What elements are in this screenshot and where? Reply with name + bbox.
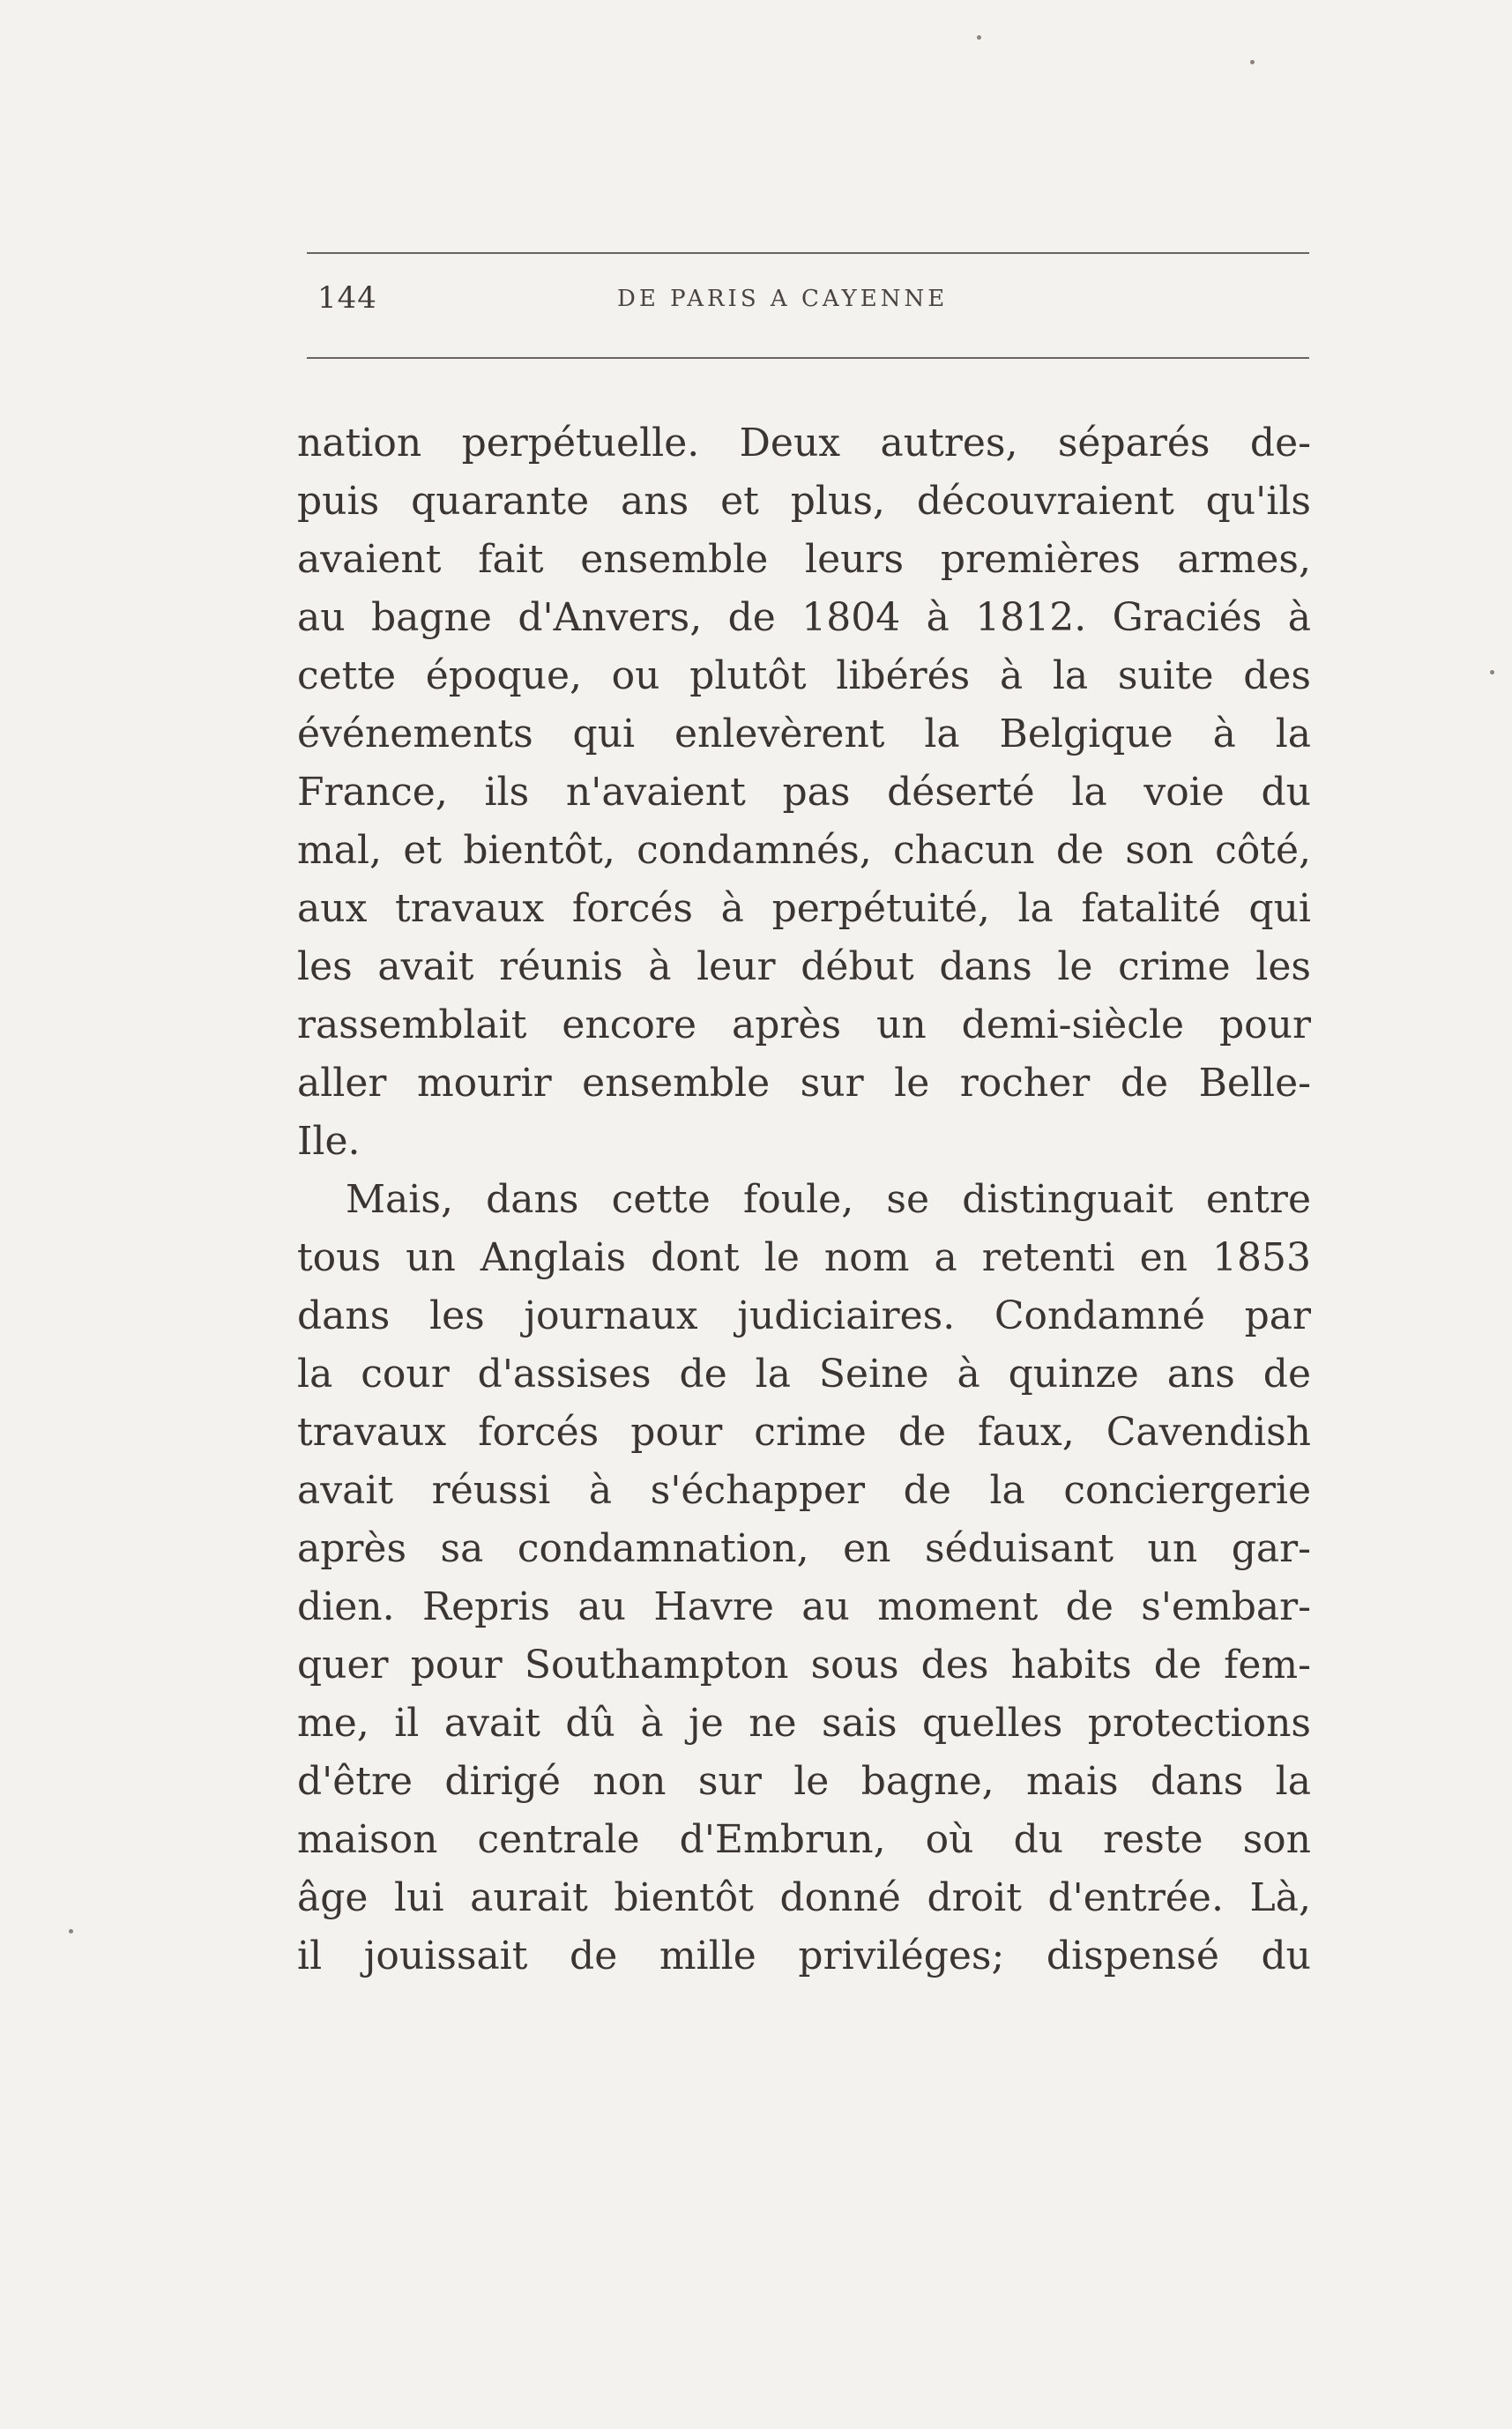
text-line: les avait réunis à leur début dans le crime les — [297, 944, 1311, 989]
text-line: tous un Anglais dont le nom a retenti en 1853 — [297, 1235, 1311, 1280]
text-line: Ile. — [297, 1119, 361, 1164]
text-line: dien. Repris au Havre au moment de s'embar- — [297, 1584, 1311, 1629]
text-line: dans les journaux judiciaires. Condamné par — [297, 1293, 1311, 1338]
header-rule-top — [307, 252, 1309, 254]
text-line: France, ils n'avaient pas déserté la voie du — [297, 770, 1311, 815]
text-line: nation perpétuelle. Deux autres, séparés de- — [297, 421, 1311, 466]
text-line: avait réussi à s'échapper de la conciergerie — [297, 1468, 1311, 1513]
text-line: avaient fait ensemble leurs premières armes, — [297, 537, 1311, 582]
text-line: la cour d'assises de la Seine à quinze ans de — [297, 1352, 1311, 1397]
text-line: me, il avait dû à je ne sais quelles protections — [297, 1701, 1311, 1746]
running-title: DE PARIS A CAYENNE — [617, 286, 949, 312]
text-line: aux travaux forcés à perpétuité, la fatalité qui — [297, 886, 1311, 931]
text-line: Mais, dans cette foule, se distinguait entre — [346, 1177, 1311, 1222]
text-line: il jouissait de mille priviléges; dispensé du — [297, 1934, 1311, 1978]
header-rule-bottom — [307, 357, 1309, 359]
running-head — [317, 280, 1309, 333]
text-line: quer pour Southampton sous des habits de fem- — [297, 1643, 1311, 1688]
text-line: après sa condamnation, en séduisant un gar- — [297, 1526, 1311, 1571]
body-text — [297, 414, 1311, 1986]
paper-speck — [1250, 60, 1255, 64]
text-line: âge lui aurait bientôt donné droit d'entrée. Là, — [297, 1875, 1311, 1920]
text-line: maison centrale d'Embrun, où du reste son — [297, 1817, 1311, 1862]
text-line: aller mourir ensemble sur le rocher de Belle- — [297, 1061, 1311, 1106]
text-line: travaux forcés pour crime de faux, Cavendish — [297, 1410, 1311, 1455]
text-line: cette époque, ou plutôt libérés à la suite des — [297, 653, 1311, 698]
text-line: puis quarante ans et plus, découvraient qu'ils — [297, 479, 1311, 524]
text-line: au bagne d'Anvers, de 1804 à 1812. Graciés à — [297, 595, 1311, 640]
page-number: 144 — [317, 280, 377, 316]
paper-speck — [1490, 670, 1494, 674]
paper-speck — [69, 1929, 73, 1934]
text-line: d'être dirigé non sur le bagne, mais dans la — [297, 1759, 1311, 1804]
text-line: rassemblait encore après un demi-siècle pour — [297, 1002, 1311, 1047]
text-line: mal, et bientôt, condamnés, chacun de son côté, — [297, 828, 1311, 873]
paper-speck — [977, 35, 981, 40]
text-line: événements qui enlevèrent la Belgique à la — [297, 712, 1311, 756]
